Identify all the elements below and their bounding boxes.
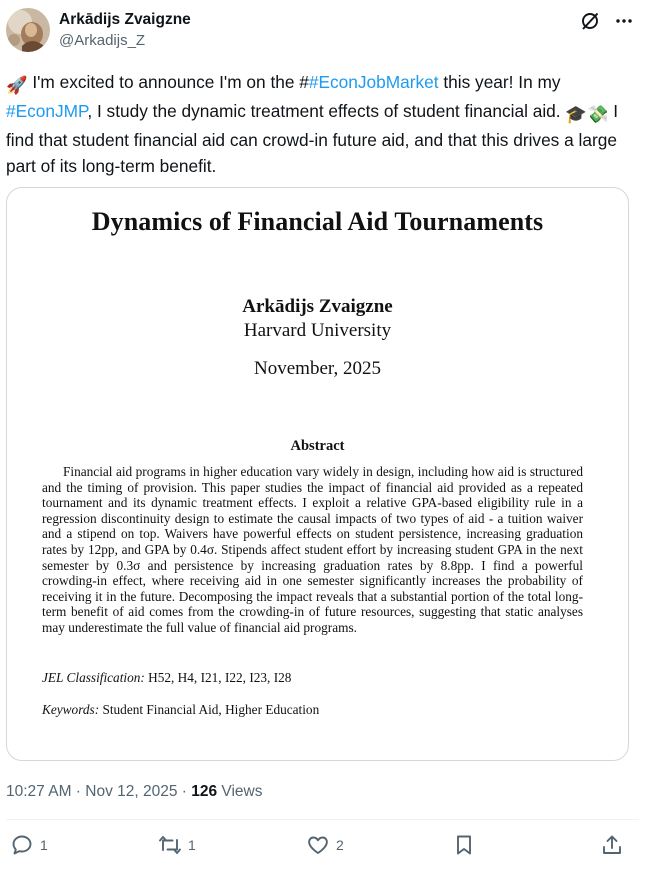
tweet-text <box>6 69 636 179</box>
timestamp[interactable]: 10:27 AM · Nov 12, 2025 · <box>6 783 192 800</box>
views-count: 126 <box>191 783 218 800</box>
tweet-text-part-3: , I study the dynamic treatment effects of student financial aid. <box>87 101 561 121</box>
keywords-text: Student Financial Aid, Higher Education <box>99 702 320 717</box>
bookmark-button[interactable] <box>452 833 476 857</box>
attached-paper-image[interactable] <box>6 187 629 761</box>
share-icon <box>600 833 624 857</box>
avatar[interactable] <box>6 8 50 52</box>
action-bar <box>0 833 645 863</box>
paper-date: November, 2025 <box>254 358 381 379</box>
bookmark-icon <box>452 833 476 857</box>
jel-codes: H52, H4, I21, I22, I23, I28 <box>144 670 292 685</box>
reply-button[interactable] <box>10 833 48 857</box>
more-icon[interactable] <box>613 10 635 32</box>
tweet-text-part-1: I'm excited to announce I'm on the # <box>27 72 309 92</box>
divider <box>6 819 639 820</box>
jel-label: JEL Classification: <box>42 670 145 685</box>
paper-author: Arkādijs Zvaigzne <box>242 296 393 317</box>
display-name[interactable]: Arkādijs Zvaigzne <box>59 11 191 28</box>
retweet-count: 1 <box>188 837 196 853</box>
abstract-text: Financial aid programs in higher education vary widely in design, including how aid is structured and the timing of provision. This paper studies the impact of financial aid provided as a repeated tournament and its dynamic treatment effects. I exploit a relative GPA-based eligibility rule in a regression discontinuity design to estimate the causal impacts of two types of aid - a tuition waiver and a stipend on top. Waivers have powerful effects on student persistence, increasing graduation rates by 12pp, and GPA by 0.4σ. Stipends affect student effort by increasing student GPA in the next semester by 0.3σ and persistence by increasing graduation rates by 8.8pp. I find a powerful crowding-in effect, where receiving aid in one semester significantly increases the probability of receiving it in the future. Decomposing the impact reveals that a substantial portion of the total long-term benefit of aid comes from the crowding-in of future resources, suggesting that static analyses may underestimate the full value of financial aid programs. <box>42 464 583 635</box>
graduation-cap-emoji: 🎓 <box>565 104 587 124</box>
hashtag-econjmp[interactable]: #EconJMP <box>6 101 88 121</box>
tweet-header <box>6 6 639 54</box>
keywords <box>42 702 319 718</box>
share-button[interactable] <box>600 833 624 857</box>
grok-icon[interactable] <box>579 10 601 32</box>
like-button[interactable] <box>306 833 344 857</box>
tweet-meta <box>6 781 263 803</box>
views-label: Views <box>217 783 263 800</box>
tweet-text-part-4: I find that student financial aid can crowd-in future aid, and that this drives a large part of its long-term benefit. <box>6 101 619 176</box>
keywords-label: Keywords: <box>42 702 100 717</box>
heart-icon <box>306 833 330 857</box>
retweet-icon <box>158 833 182 857</box>
like-count: 2 <box>336 837 344 853</box>
user-handle[interactable]: @Arkadijs_Z <box>59 32 146 49</box>
retweet-button[interactable] <box>158 833 196 857</box>
jel-classification <box>42 670 291 686</box>
reply-icon <box>10 833 34 857</box>
hashtag-econjobmarket[interactable]: #EconJobMarket <box>308 72 439 92</box>
reply-count: 1 <box>40 837 48 853</box>
tweet-text-part-2: this year! In my <box>438 72 561 92</box>
paper-title: Dynamics of Financial Aid Tournaments <box>91 207 544 236</box>
paper-affiliation: Harvard University <box>243 320 392 341</box>
abstract-heading: Abstract <box>290 438 345 454</box>
money-emoji: 💸 <box>586 104 609 124</box>
rocket-emoji: 🚀 <box>6 75 28 95</box>
